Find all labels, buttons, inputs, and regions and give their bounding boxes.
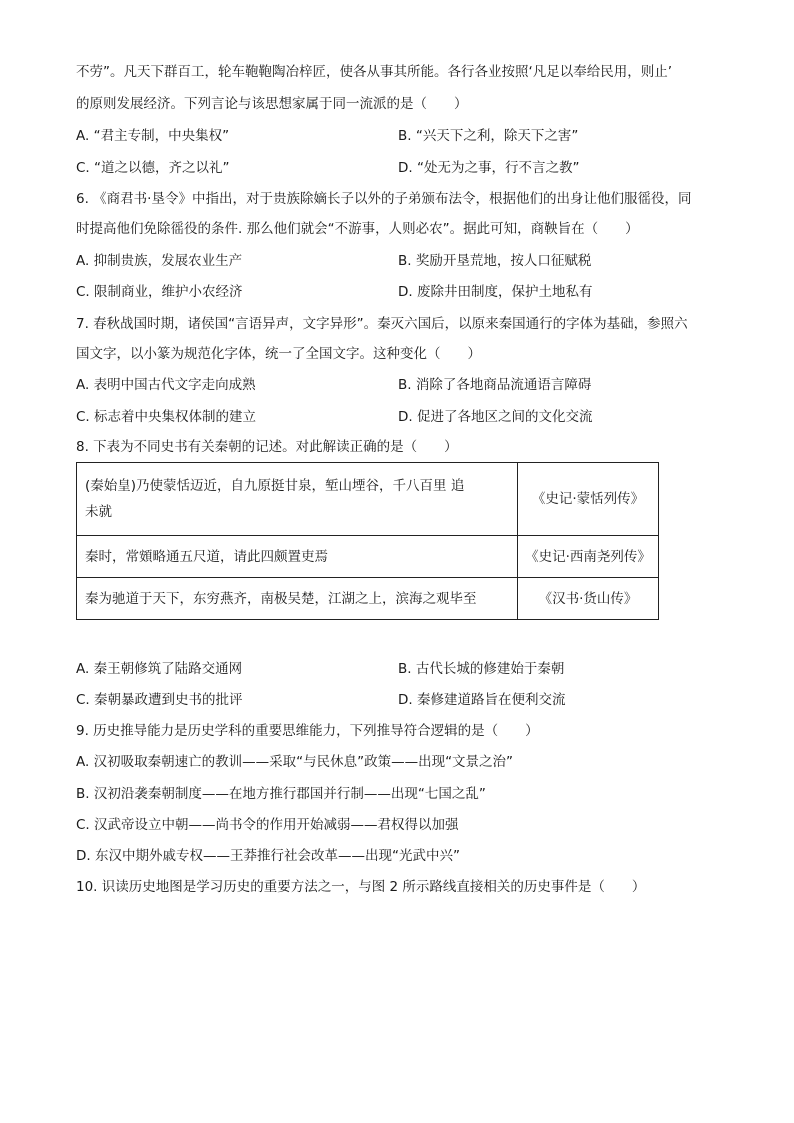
q9-option-a[interactable]: A. 汉初吸取秦朝速亡的教训——采取“与民休息”政策——出现“文景之治”: [76, 754, 514, 770]
q5-text-line2: 的原则发展经济。下列言论与该思想家属于同一流派的是（ ）: [76, 96, 468, 112]
table-cell-source: 《史记·蒙恬列传》: [518, 463, 659, 536]
table-cell-content: 秦为驰道于天下，东穷燕齐，南极吴楚，江湖之上，滨海之观毕至: [77, 578, 518, 620]
table-cell-content-line1: (秦始皇)乃使蒙恬迈近，自九原挺甘泉，堑山堙谷，千八百里 追: [85, 478, 465, 494]
q5-text-line1: 不劳”。凡天下群百工，轮车鞄鞄陶冶梓匠，使各从事其所能。各行各业按照‘凡足以奉给民用，则止’: [76, 64, 673, 80]
q7-option-c[interactable]: C. 标志着中央集权体制的建立: [76, 409, 257, 425]
history-records-table: [76, 462, 659, 620]
q5-option-d[interactable]: D. “处无为之事，行不言之教”: [398, 160, 580, 176]
q7-option-d[interactable]: D. 促进了各地区之间的文化交流: [398, 409, 593, 425]
q6-option-d[interactable]: D. 废除井田制度，保护土地私有: [398, 284, 593, 300]
q9-option-b[interactable]: B. 汉初沿袭秦朝制度——在地方推行郡国并行制——出现“七国之乱”: [76, 786, 486, 802]
q6-text-line2: 时提高他们免除徭役的条件. 那么他们就会“不游事，人则必农”。据此可知，商鞅旨在（ ）: [76, 221, 639, 237]
q7-text-line1: 7. 春秋战国时期，诸侯国“言语异声，文字异形”。秦灭六国后，以原来秦国通行的字体为基础，参照六: [76, 316, 688, 332]
q5-option-b[interactable]: B. “兴天下之利，除天下之害”: [398, 128, 579, 144]
q8-option-c[interactable]: C. 秦朝暴政遭到史书的批评: [76, 692, 243, 708]
q8-text: 8. 下表为不同史书有关秦朝的记述。对此解读正确的是（ ）: [76, 439, 458, 455]
table-row: [77, 578, 659, 620]
q6-option-c[interactable]: C. 限制商业，维护小农经济: [76, 284, 243, 300]
table-cell-content-line2: 未就: [85, 504, 112, 520]
q5-option-a[interactable]: A. “君主专制，中央集权”: [76, 128, 230, 144]
table-cell-content: [77, 463, 518, 536]
table-cell-source: 《汉书·货山传》: [518, 578, 659, 620]
q9-option-c[interactable]: C. 汉武帝设立中朝——尚书令的作用开始减弱——君权得以加强: [76, 817, 459, 833]
q8-option-d[interactable]: D. 秦修建道路旨在便利交流: [398, 692, 566, 708]
q7-text-line2: 国文字，以小篆为规范化字体，统一了全国文字。这种变化（ ）: [76, 346, 481, 362]
q9-text: 9. 历史推导能力是历史学科的重要思维能力，下列推导符合逻辑的是（ ）: [76, 723, 539, 739]
q8-option-a[interactable]: A. 秦王朝修筑了陆路交通网: [76, 661, 243, 677]
q7-option-a[interactable]: A. 表明中国古代文字走向成熟: [76, 377, 256, 393]
table-cell-content: 秦时，常頞略通五尺道，请此四颇置吏焉: [77, 536, 518, 578]
table-row: [77, 463, 659, 536]
q5-option-c[interactable]: C. “道之以德，齐之以礼”: [76, 160, 230, 176]
q8-option-b[interactable]: B. 古代长城的修建始于秦朝: [398, 661, 565, 677]
q7-option-b[interactable]: B. 消除了各地商品流通语言障碍: [398, 377, 592, 393]
table-cell-source: 《史记·西南尧列传》: [518, 536, 659, 578]
q6-text-line1: 6. 《商君书·垦令》中指出，对于贵族除嫡长子以外的子弟颁布法令，根据他们的出身让他们服徭役，同: [76, 191, 692, 207]
q10-text: 10. 识读历史地图是学习历史的重要方法之一，与图 2 所示路线直接相关的历史事件是（ ）: [76, 879, 646, 895]
q6-option-a[interactable]: A. 抑制贵族，发展农业生产: [76, 253, 243, 269]
q6-option-b[interactable]: B. 奖励开垦荒地，按人口征赋税: [398, 253, 592, 269]
q9-option-d[interactable]: D. 东汉中期外戚专权——王莽推行社会改革——出现“光武中兴”: [76, 848, 460, 864]
table-row: [77, 536, 659, 578]
